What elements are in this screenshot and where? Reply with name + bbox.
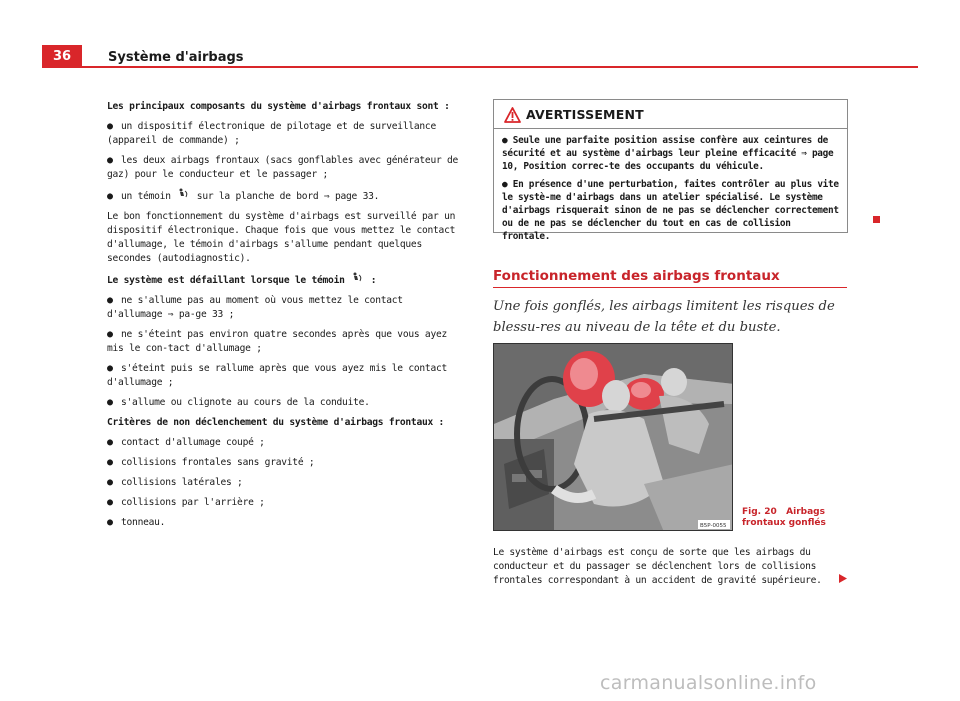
bullet-icon: ●	[107, 295, 113, 306]
header-rule	[82, 66, 918, 68]
bullet-icon: ●	[502, 179, 508, 190]
bullet-icon: ●	[107, 191, 113, 202]
bullet-icon: ●	[107, 497, 113, 508]
list-item-text: collisions frontales sans gravité ;	[121, 457, 315, 468]
section-title: Fonctionnement des airbags frontaux	[493, 268, 780, 284]
list-item	[107, 436, 462, 450]
criteria-heading: Critères de non déclenchement du système d'airbags frontaux :	[107, 417, 445, 428]
list-item-text: un dispositif électronique de pilotage et de surveillance (appareil de commande) ;	[107, 121, 436, 146]
list-item	[107, 496, 462, 510]
list-item-text: collisions latérales ;	[121, 477, 243, 488]
warning-triangle-icon	[504, 107, 521, 123]
chapter-title: Système d'airbags	[108, 50, 244, 65]
bullet-icon: ●	[107, 363, 113, 374]
figure-code: B5P-0055	[700, 523, 727, 529]
list-item	[107, 396, 462, 410]
bullet-icon: ●	[107, 437, 113, 448]
list-item	[107, 516, 462, 530]
bullet-icon: ●	[107, 155, 113, 166]
bullet-icon: ●	[107, 457, 113, 468]
list-item	[107, 120, 462, 148]
warning-item: ● Seule une parfaite position assise confère aux ceintures de sécurité et au système d'airbags leur pleine efficacité ⇒ page 10, Position correc-te des occupants du véhicule.	[502, 135, 834, 172]
list-item-text: sur la planche de bord ⇒ page 33.	[196, 191, 380, 202]
airbag-figure	[493, 343, 733, 531]
warning-item: ● En présence d'une perturbation, faites contrôler au plus vite le systè-me d'airbags dans un atelier spécialisé. Le système d'airbags risquerait sinon de ne pas se déclencher correctement ou de ne pas se déclencher du tout en cas de collision frontale.	[502, 179, 839, 242]
warning-body	[494, 129, 847, 243]
airbag-illustration	[494, 344, 733, 531]
bullet-icon: ●	[107, 517, 113, 528]
list-item	[107, 154, 462, 182]
bullet-icon: ●	[107, 329, 113, 340]
list-item	[107, 328, 462, 356]
continue-arrow-icon	[839, 574, 847, 583]
bullet-icon: ●	[107, 121, 113, 132]
bullet-icon: ●	[107, 477, 113, 488]
list-item	[107, 456, 462, 470]
bullet-icon: ●	[502, 135, 508, 146]
left-column	[107, 100, 462, 536]
monitor-paragraph: Le bon fonctionnement du système d'airbags est surveillé par un dispositif électronique. Chaque fois que vous mettez le contact d'allumage, le témoin d'airbags s'allume pendant quelques secondes (autodiagnostic).	[107, 211, 456, 264]
airbag-warning-icon	[178, 188, 189, 199]
page-number: 36	[42, 45, 82, 68]
section-intro: Une fois gonflés, les airbags limitent les risques de blessu-res au niveau de la tête et du buste.	[493, 299, 835, 335]
faulty-heading: Le système est défaillant lorsque le témoin :	[107, 272, 462, 288]
airbag-warning-icon	[352, 272, 363, 283]
figure-number: Fig. 20	[742, 507, 777, 517]
list-item-text: les deux airbags frontaux (sacs gonflables avec générateur de gaz) pour le conducteur et le passager ;	[107, 155, 459, 180]
list-item-text: s'allume ou clignote au cours de la conduite.	[121, 397, 370, 408]
section-rule	[493, 287, 847, 288]
warning-box	[493, 99, 848, 242]
figure-caption-text: Airbags frontaux gonflés	[742, 507, 826, 528]
list-item-text: tonneau.	[121, 517, 166, 528]
list-item	[107, 188, 462, 204]
figure-caption	[742, 507, 852, 529]
list-item-text: ne s'allume pas au moment où vous mettez le contact d'allumage ⇒ pa-ge 33 ;	[107, 295, 403, 320]
list-item-text: ne s'éteint pas environ quatre secondes après que vous ayez mis le con-tact d'allumage ;	[107, 329, 448, 354]
list-item-text: collisions par l'arrière ;	[121, 497, 265, 508]
body-paragraph: Le système d'airbags est conçu de sorte que les airbags du conducteur et du passager se déclenchent lors de collisions frontales correspondant à un accident de gravité supérieure.	[493, 547, 822, 586]
warning-title: AVERTISSEMENT	[494, 100, 847, 129]
list-item	[107, 294, 462, 322]
list-item	[107, 476, 462, 490]
list-item-text: contact d'allumage coupé ;	[121, 437, 265, 448]
watermark: carmanualsonline.info	[600, 672, 817, 694]
bullet-icon: ●	[107, 397, 113, 408]
end-marker-icon	[873, 216, 880, 223]
list-item-text: s'éteint puis se rallume après que vous ayez mis le contact d'allumage ;	[107, 363, 448, 388]
components-heading: Les principaux composants du système d'airbags frontaux sont :	[107, 101, 450, 112]
list-item	[107, 362, 462, 390]
list-item-text: un témoin	[121, 191, 171, 202]
